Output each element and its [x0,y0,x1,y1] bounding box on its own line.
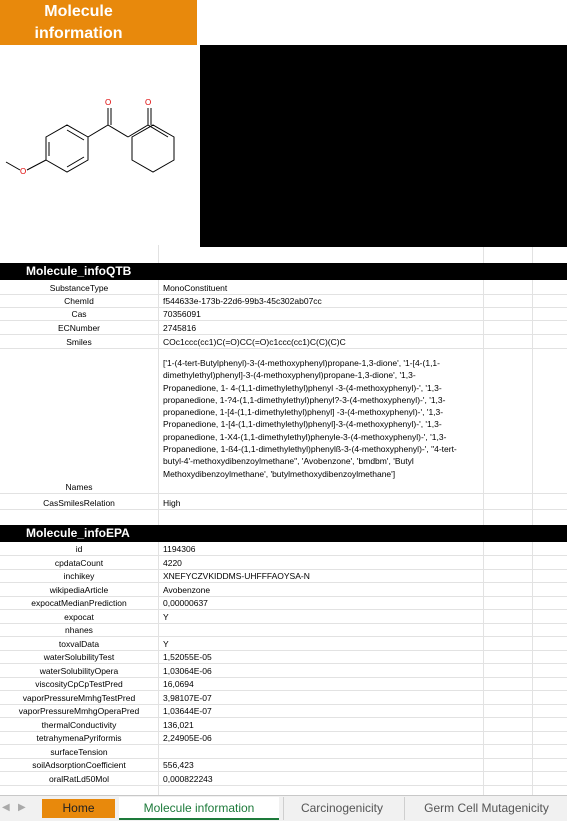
row-key: oralRatLd50Mol [48,773,109,784]
row-key: thermalConductivity [41,719,117,730]
row-value: 1,03064E-06 [163,665,212,676]
row-key: ECNumber [57,323,101,333]
tab-carcinogenicity[interactable]: Carcinogenicity [283,797,400,820]
table-row[interactable] [0,624,567,637]
row-value: Y [163,638,169,649]
row-key: vaporPressureMmhgTestPred [22,692,136,703]
table-row[interactable] [0,665,567,678]
tab-germ-cell-mutagenicity[interactable]: Germ Cell Mutagenicity [404,797,567,820]
table-row[interactable] [0,611,567,624]
row-value: 556,423 [163,760,194,770]
row-key: waterSolubilityOpera [39,665,119,676]
sheet-title: Molecule information [34,3,123,42]
row-value: 1,03644E-07 [163,706,212,716]
table-row[interactable] [0,705,567,718]
svg-text:O: O [20,167,27,176]
row-value: 2,24905E-06 [163,733,212,743]
row-key: ChemId [64,296,94,306]
row-value: 2745816 [163,323,197,333]
row-value: f544633e-173b-22d6-99b3-45c302ab07cc [163,296,322,306]
table-row[interactable] [0,678,567,691]
row-value: Avobenzone [163,584,211,595]
table-row[interactable] [0,692,567,705]
row-key: id [75,544,83,554]
table-row[interactable] [0,746,567,759]
molecule-structure-image [0,90,200,190]
row-value: 3,98107E-07 [163,692,212,703]
table-row[interactable] [0,322,567,335]
table-row[interactable] [0,638,567,651]
row-value: COc1ccc(cc1)C(=O)CC(=O)c1ccc(cc1)C(C)(C)C [163,337,346,347]
table-row[interactable] [0,597,567,610]
table-row[interactable] [0,759,567,772]
row-value: 0,000822243 [163,773,213,784]
row-key: surfaceTension [50,746,108,757]
row-value: 1,52055E-05 [163,652,212,662]
row-key: nhanes [65,625,93,635]
row-key: CasSmilesRelation [43,498,115,508]
table-row[interactable] [0,651,567,664]
table-row[interactable] [0,719,567,732]
section-title: Molecule_infoQTB [26,264,132,278]
row-value: Y [163,611,169,622]
row-value: XNEFYCZVKIDDMS-UHFFFAOYSA-N [163,571,310,581]
row-key: toxvalData [58,638,100,649]
table-row[interactable] [0,570,567,583]
row-key: wikipediaArticle [49,584,109,595]
row-value: 0,00000637 [163,598,208,608]
row-value: 16,0694 [163,679,194,689]
row-key: cpdataCount [54,557,104,568]
row-key: tetrahymenaPyriformis [36,733,122,743]
row-key: viscosityCpCpTestPred [35,679,123,689]
row-value: 1194306 [163,544,196,554]
row-key: expocat [64,611,94,622]
row-value: 4220 [163,557,182,568]
table-row[interactable] [0,543,567,556]
row-value: High [163,498,181,508]
tab-molecule-information[interactable]: Molecule information [119,797,279,820]
table-row[interactable] [0,557,567,570]
row-value: 136,021 [163,719,194,730]
row-key: vaporPressureMmhgOperaPred [18,706,140,716]
row-key: Names [65,482,93,492]
row-key: Smiles [66,337,92,347]
svg-text:O: O [145,98,152,107]
scroll-left-icon[interactable]: ◀ [2,802,10,813]
table-row[interactable] [0,308,567,321]
row-key: soilAdsorptionCoefficient [32,760,126,770]
row-value: 70356091 [163,309,201,319]
table-row[interactable] [0,497,567,510]
sheet-tab-bar [0,795,567,821]
black-image-area [200,45,567,247]
table-row[interactable] [0,773,567,786]
row-key: inchikey [63,571,95,581]
scroll-right-icon[interactable]: ▶ [18,802,26,813]
tab-home[interactable]: Home [42,799,115,818]
svg-text:O: O [105,98,112,107]
section-header-qtb [0,263,567,280]
benzene-ring [46,125,88,172]
table-row[interactable] [0,732,567,745]
table-row[interactable] [0,282,567,295]
section-header-epa [0,525,567,542]
sheet-title-cell[interactable] [0,0,197,45]
section-title: Molecule_infoEPA [26,526,130,540]
row-value: MonoConstituent [163,283,228,293]
row-key: waterSolubilityTest [43,652,115,662]
row-key: expocatMedianPrediction [31,598,127,608]
table-row[interactable] [0,584,567,597]
table-row-names[interactable] [0,355,567,494]
table-row[interactable] [0,295,567,308]
row-key: SubstanceType [49,283,109,293]
table-row[interactable] [0,336,567,349]
row-value: ['1-(4-tert-Butylphenyl)-3-(4-methoxyphenyl)propane-1,3-dione', '1-[4-(1,1-dimethylethyl)phenyl]-3-(4-methoxyphenyl)propane-1,3-dione', '1,3-Propanedione, 1- 4-(1,1-dimethylethyl)phenyl -3-(4-methoxyphenyl)-', '1,3-propanedione, 1-?4-(1,1-dimethylethyl)phenyl?-3-(4-methoxyphenyl)-', '1,3-propanedione, 1-[4-(1,1-dimethylethyl)phenyl] -3-(4-methoxyphenyl)-', '1,3-Propanedione, 1-[4-(1,1-dimethylethyl)phenyl]-3-(4-methoxyphenyl)-', '1,3-propanedione, 1-X4-(1,1-dimethylethyl)phenyle-3-(4-methoxyphenyl)-', '1,3-Propanedione, 1-ß4-(1,1-dimethylethyl)phenylß-3-(4-methoxyphenyl)-', "4-tert-butyl-4'-methoxydibenzoylmethane", 'Avobenzone', 'bmdbm', 'Butyl Methoxydibenzoylmethane', 'butylmethoxydibenzoylmethane'] [163,358,457,479]
row-key: Cas [71,309,87,319]
